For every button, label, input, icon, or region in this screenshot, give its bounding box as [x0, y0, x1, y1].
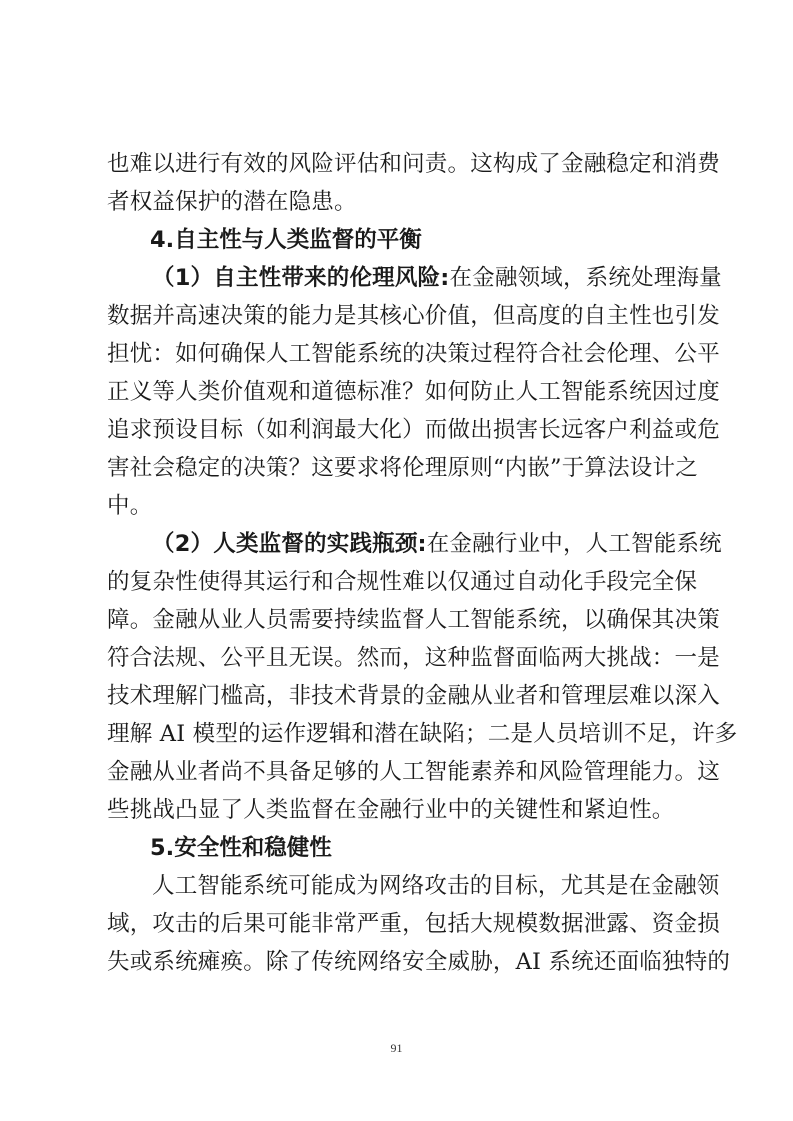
body-text-line: 担忧：如何确保人工智能系统的决策过程符合社会伦理、公平: [107, 341, 720, 367]
body-text-line: 正义等人类价值观和道德标准？如何防止人工智能系统因过度: [107, 379, 720, 405]
body-text-line: 的复杂性使得其运行和合规性难以仅通过自动化手段完全保: [107, 569, 698, 595]
body-text-line: 失或系统瘫痪。除了传统网络安全威胁，AI 系统还面临独特的: [107, 949, 731, 975]
body-text-span: 在金融领域，系统处理海量: [449, 265, 722, 291]
body-text-line: 些挑战凸显了人类监督在金融行业中的关键性和紧迫性。: [107, 797, 675, 823]
body-text-line: 害社会稳定的决策？这要求将伦理原则“内嵌”于算法设计之: [107, 455, 698, 481]
paragraph-first-line: 人工智能系统可能成为网络攻击的目标，尤其是在金融领: [152, 873, 720, 899]
subsection-lead-2: （2）人类监督的实践瓶颈:: [152, 531, 427, 557]
paragraph-first-line: [152, 260, 722, 296]
body-text-line: 技术理解门槛高，非技术背景的金融从业者和管理层难以深入: [107, 683, 720, 709]
section-heading-5: 5.安全性和稳健性: [150, 835, 332, 861]
body-text-line: 域，攻击的后果可能非常严重，包括大规模数据泄露、资金损: [107, 911, 720, 937]
section-heading-4: 4.自主性与人类监督的平衡: [150, 227, 422, 253]
body-text-line: 者权益保护的潜在隐患。: [107, 189, 357, 215]
subsection-lead-1: （1）自主性带来的伦理风险:: [152, 265, 450, 291]
body-text-line: 障。金融从业人员需要持续监督人工智能系统，以确保其决策: [107, 607, 720, 633]
paragraph-first-line: [152, 526, 722, 562]
page-number: 91: [390, 1041, 403, 1055]
body-text-line: 追求预设目标（如利润最大化）而做出损害长远客户利益或危: [107, 417, 720, 443]
body-text-line: 数据并高速决策的能力是其核心价值，但高度的自主性也引发: [107, 303, 720, 329]
body-text-line: 理解 AI 模型的运作逻辑和潜在缺陷；二是人员培训不足，许多: [107, 721, 738, 747]
body-text-span: 在金融行业中，人工智能系统: [426, 531, 722, 557]
body-text-line: 中。: [107, 493, 153, 519]
body-text-line: 金融从业者尚不具备足够的人工智能素养和风险管理能力。这: [107, 759, 720, 785]
body-text-line: 也难以进行有效的风险评估和问责。这构成了金融稳定和消费: [107, 151, 720, 177]
body-text-line: 符合法规、公平且无误。然而，这种监督面临两大挑战：一是: [107, 645, 720, 671]
